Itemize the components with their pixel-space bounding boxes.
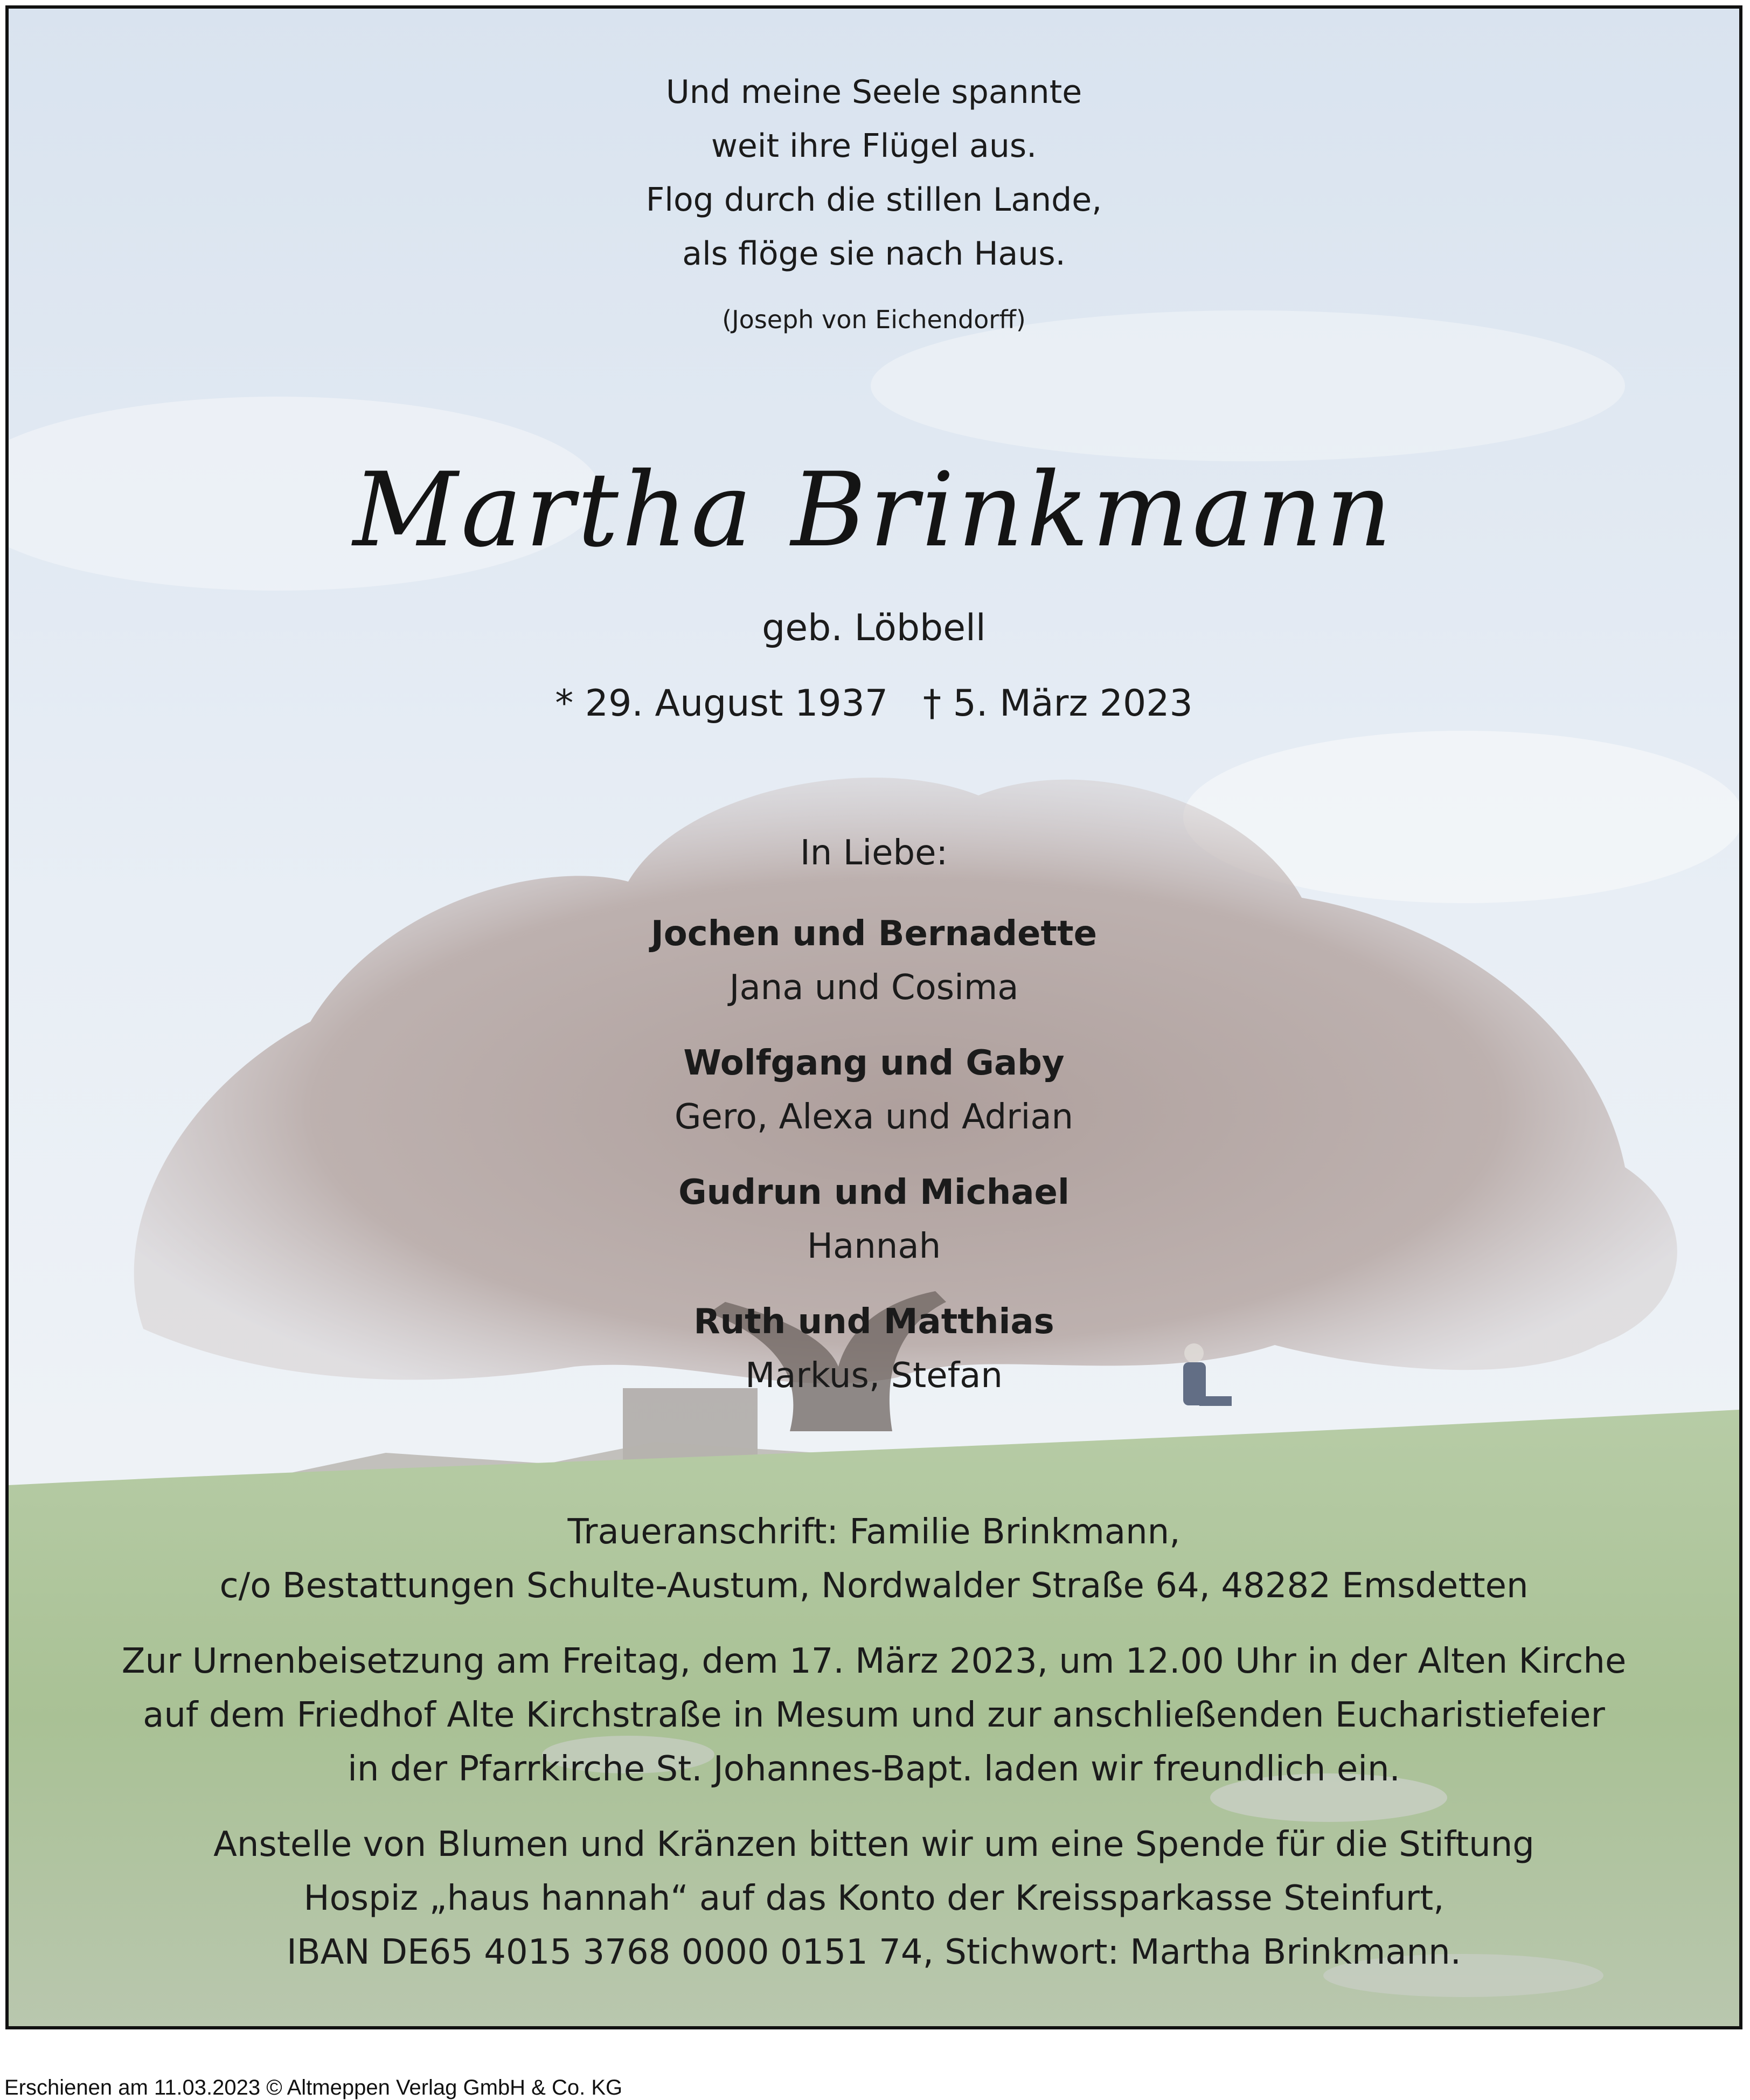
address-line: Traueranschrift: Familie Brinkmann,: [567, 1512, 1180, 1552]
donation-line: IBAN DE65 4015 3768 0000 0151 74, Stichwort: Martha Brinkmann.: [287, 1932, 1461, 1972]
donation-line: Anstelle von Blumen und Kränzen bitten wir um eine Spende für die Stiftung: [213, 1825, 1534, 1865]
poem-line: Flog durch die stillen Lande,: [645, 181, 1102, 219]
obituary-notice: [5, 5, 1742, 2029]
poem-author: (Joseph von Eichendorff): [722, 305, 1026, 334]
family-children: Markus, Stefan: [745, 1356, 1003, 1396]
funeral-line: auf dem Friedhof Alte Kirchstraße in Mesum und zur anschließenden Eucharistiefeier: [143, 1695, 1605, 1735]
family-children: Hannah: [807, 1226, 941, 1266]
funeral-line: in der Pfarrkirche St. Johannes-Bapt. laden wir freundlich ein.: [348, 1749, 1400, 1789]
poem-line: weit ihre Flügel aus.: [711, 127, 1037, 165]
deceased-name: Martha Brinkmann: [353, 451, 1395, 570]
family-parents: Gudrun und Michael: [678, 1173, 1070, 1212]
donation-line: Hospiz „haus hannah“ auf das Konto der Kreissparkasse Steinfurt,: [303, 1879, 1445, 1918]
notice-text: [9, 9, 1739, 2026]
family-intro: In Liebe:: [800, 833, 948, 873]
family-children: Jana und Cosima: [729, 968, 1019, 1008]
address-line: c/o Bestattungen Schulte-Austum, Nordwalder Straße 64, 48282 Emsdetten: [219, 1566, 1529, 1606]
family-parents: Jochen und Bernadette: [650, 914, 1098, 954]
family-parents: Wolfgang und Gaby: [683, 1043, 1065, 1083]
family-parents: Ruth und Matthias: [693, 1302, 1054, 1342]
publication-footer: Erschienen am 11.03.2023 © Altmeppen Verlag GmbH & Co. KG: [4, 2076, 623, 2099]
life-dates: * 29. August 1937 † 5. März 2023: [555, 682, 1193, 725]
poem-line: als flöge sie nach Haus.: [682, 235, 1066, 273]
birth-name: geb. Löbbell: [762, 607, 986, 649]
poem-line: Und meine Seele spannte: [665, 73, 1082, 111]
family-children: Gero, Alexa und Adrian: [674, 1097, 1074, 1137]
funeral-line: Zur Urnenbeisetzung am Freitag, dem 17. März 2023, um 12.00 Uhr in der Alten Kirche: [121, 1641, 1627, 1681]
